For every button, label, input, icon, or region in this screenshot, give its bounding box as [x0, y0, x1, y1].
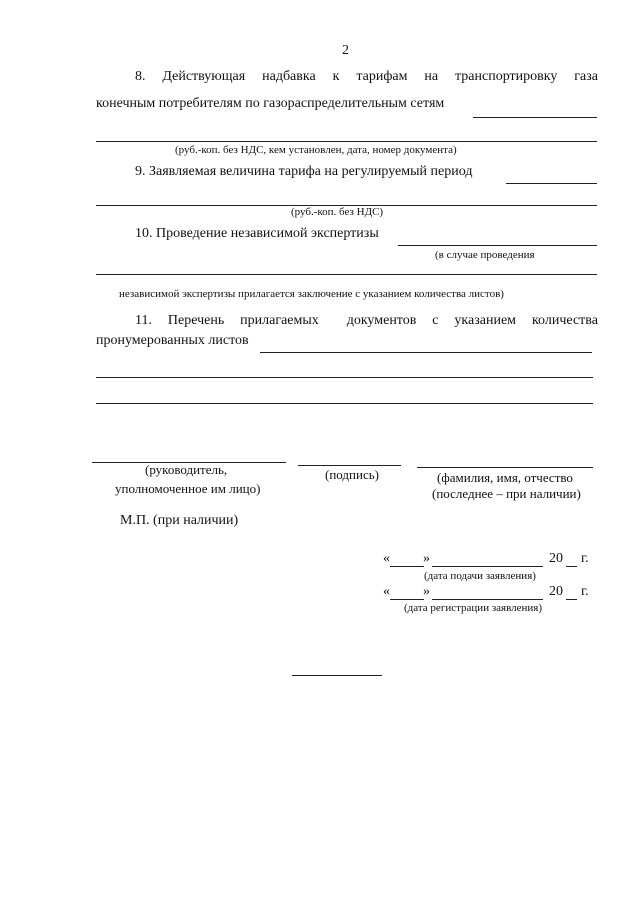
signature-caption-fullname-1: (фамилия, имя, отчество: [437, 470, 573, 485]
item-11-word: 11.: [135, 313, 152, 328]
item-10-caption-1: (в случае проведения: [435, 249, 535, 261]
item-10-text: 10. Проведение независимой экспертизы: [135, 226, 379, 241]
item-11-input-line-1[interactable]: [260, 352, 592, 353]
item-8-line-2: конечным потребителям по газораспределительным сетям: [96, 96, 445, 111]
item-8-word: на: [424, 69, 439, 84]
signature-caption-fullname-2: (последнее – при наличии): [432, 486, 581, 501]
item-11-word: указанием: [454, 313, 517, 328]
item-8-word: 8.: [135, 69, 146, 84]
closing-divider: [292, 675, 382, 676]
registration-date-year-line[interactable]: [566, 599, 577, 600]
item-9-text: 9. Заявляемая величина тарифа на регулируемый период: [135, 164, 473, 179]
registration-date-open-quote: «: [383, 584, 390, 599]
submission-date-year-suffix: г.: [581, 551, 589, 566]
registration-date-year-prefix: 20: [549, 584, 563, 599]
item-10-input-line-2[interactable]: [96, 274, 597, 275]
item-8-word: к: [332, 69, 340, 84]
item-8-word: транспортировку: [455, 69, 558, 84]
item-11-input-line-3[interactable]: [96, 403, 593, 404]
item-8-caption: (руб.-коп. без НДС, кем установлен, дата, номер документа): [175, 144, 457, 156]
item-11-line-2: пронумерованных листов: [96, 333, 249, 348]
signature-caption-sign: (подпись): [325, 467, 379, 482]
item-8-input-line-2[interactable]: [96, 141, 597, 142]
item-8-word: Действующая: [162, 69, 246, 84]
signature-line-sign[interactable]: [298, 465, 401, 466]
item-11-word: с: [432, 313, 439, 328]
submission-date-caption: (дата подачи заявления): [424, 570, 536, 582]
item-11-line-1: [135, 313, 598, 329]
item-8-word: газа: [574, 69, 598, 84]
item-11-word: документов: [346, 313, 417, 328]
item-8-word: надбавка: [262, 69, 316, 84]
registration-date-close-quote: »: [423, 584, 430, 599]
item-11-word: Перечень: [167, 313, 225, 328]
item-8-word: тарифам: [356, 69, 408, 84]
registration-date-year-suffix: г.: [581, 584, 589, 599]
signature-caption-official-2: уполномоченное им лицо): [115, 481, 261, 496]
item-8-input-line-1[interactable]: [473, 117, 597, 118]
registration-date-day-line[interactable]: [390, 599, 424, 600]
page-number: 2: [342, 43, 349, 58]
signature-caption-official-1: (руководитель,: [145, 462, 228, 477]
item-9-input-line-1[interactable]: [506, 183, 597, 184]
submission-date-month-line[interactable]: [432, 566, 543, 567]
item-10-caption-2: независимой экспертизы прилагается заключение с указанием количества листов): [119, 288, 504, 300]
registration-date-caption: (дата регистрации заявления): [404, 602, 543, 614]
stamp-label: М.П. (при наличии): [120, 513, 239, 528]
submission-date-year-line[interactable]: [566, 566, 577, 567]
item-11-word: прилагаемых: [240, 313, 319, 328]
item-8-line-1: [135, 69, 598, 85]
submission-date-open-quote: «: [383, 551, 390, 566]
submission-date-day-line[interactable]: [390, 566, 424, 567]
signature-line-fullname[interactable]: [417, 467, 593, 468]
submission-date-year-prefix: 20: [549, 551, 563, 566]
item-10-input-line-1[interactable]: [398, 245, 597, 246]
submission-date-close-quote: »: [423, 551, 430, 566]
item-11-word: количества: [531, 313, 598, 328]
item-9-caption: (руб.-коп. без НДС): [291, 206, 384, 218]
registration-date-month-line[interactable]: [432, 599, 543, 600]
item-11-input-line-2[interactable]: [96, 377, 593, 378]
